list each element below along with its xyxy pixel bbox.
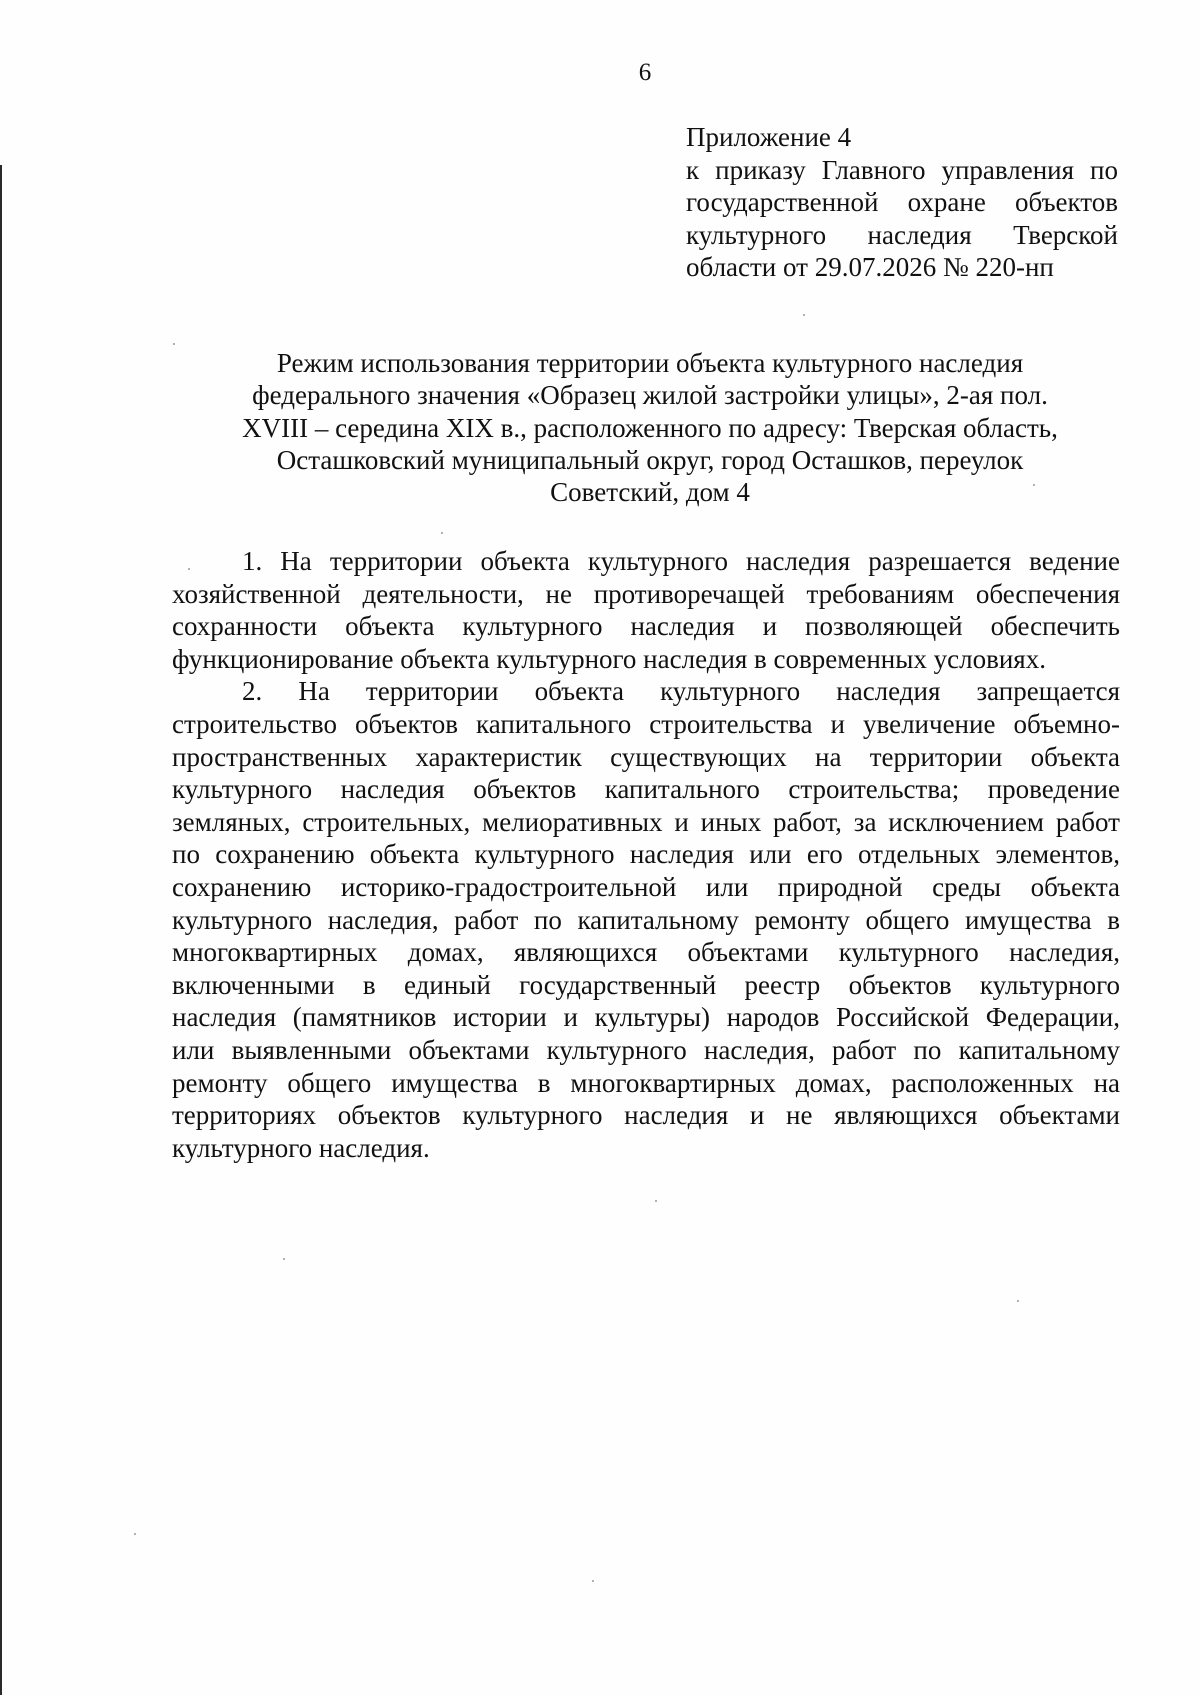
appendix-header bbox=[686, 121, 1118, 284]
paragraph-line: по сохранению объекта культурного наследия или его отдельных элементов, bbox=[172, 839, 1120, 870]
page-number: 6 bbox=[638, 59, 652, 86]
scan-speck bbox=[173, 343, 175, 345]
paragraph-line: 2. На территории объекта культурного наследия запрещается bbox=[242, 676, 1120, 707]
appendix-line: области от 29.07.2026 № 220-нп bbox=[686, 252, 1054, 282]
title-line: Советский, дом 4 bbox=[550, 477, 750, 508]
paragraph-1 bbox=[172, 545, 1120, 675]
paragraph-line: сохранению историко-градостроительной или природной среды объекта bbox=[172, 871, 1120, 902]
title-line: Осташковский муниципальный округ, город Осташков, переулок bbox=[276, 444, 1024, 475]
paragraph-line: культурного наследия. bbox=[172, 1132, 430, 1163]
title-line: Режим использования территории объекта культурного наследия bbox=[276, 348, 1024, 378]
paragraph-line: многоквартирных домах, являющихся объектами культурного наследия, bbox=[172, 937, 1120, 968]
scan-speck bbox=[1017, 1300, 1019, 1302]
paragraph-line: сохранности объекта культурного наследия и позволяющей обеспечить bbox=[172, 611, 1120, 642]
title-line: федерального значения «Образец жилой застройки улицы», 2-ая пол. bbox=[252, 380, 1048, 411]
paragraph-line: наследия (памятников истории и культуры) народов Российской Федерации, bbox=[172, 1002, 1120, 1033]
appendix-line: Приложение 4 bbox=[686, 122, 852, 152]
paragraph-line: территориях объектов культурного наследия и не являющихся объектами bbox=[172, 1100, 1120, 1131]
paragraph-line: земляных, строительных, мелиоративных и иных работ, за исключением работ bbox=[172, 806, 1120, 837]
paragraph-line: 1. На территории объекта культурного наследия разрешается ведение bbox=[242, 546, 1120, 576]
appendix-line: культурного наследия Тверской bbox=[686, 219, 1118, 250]
appendix-line: к приказу Главного управления по bbox=[686, 154, 1118, 185]
document-body bbox=[172, 545, 1120, 1164]
title-line: XVIII – середина XIX в., расположенного по адресу: Тверская область, bbox=[242, 412, 1058, 443]
paragraph-line: ремонту общего имущества в многоквартирных домах, расположенных на bbox=[172, 1067, 1120, 1098]
paragraph-line: включенными в единый государственный реестр объектов культурного bbox=[172, 969, 1120, 1000]
scan-edge-line bbox=[0, 165, 2, 1695]
scan-speck bbox=[188, 568, 190, 570]
scan-speck bbox=[441, 532, 443, 534]
scan-speck bbox=[283, 1258, 285, 1260]
paragraph-line: строительство объектов капитального строительства и увеличение объемно- bbox=[172, 708, 1120, 739]
scan-speck bbox=[134, 1533, 136, 1535]
paragraph-line: или выявленными объектами культурного наследия, работ по капитальному bbox=[172, 1034, 1120, 1065]
appendix-line: государственной охране объектов bbox=[686, 187, 1118, 217]
paragraph-line: хозяйственной деятельности, не противоречащей требованиям обеспечения bbox=[172, 578, 1120, 609]
scan-speck bbox=[592, 1580, 594, 1582]
paragraph-2 bbox=[172, 675, 1120, 1164]
paragraph-line: культурного наследия объектов капитального строительства; проведение bbox=[172, 774, 1120, 805]
paragraph-line: функционирование объекта культурного наследия в современных условиях. bbox=[172, 643, 1046, 674]
scan-speck bbox=[1033, 484, 1035, 486]
document-title bbox=[170, 347, 1130, 508]
scan-speck bbox=[803, 314, 805, 316]
scan-speck bbox=[655, 1200, 657, 1202]
paragraph-line: культурного наследия, работ по капитальному ремонту общего имущества в bbox=[172, 904, 1120, 935]
paragraph-line: пространственных характеристик существующих на территории объекта bbox=[172, 741, 1120, 772]
